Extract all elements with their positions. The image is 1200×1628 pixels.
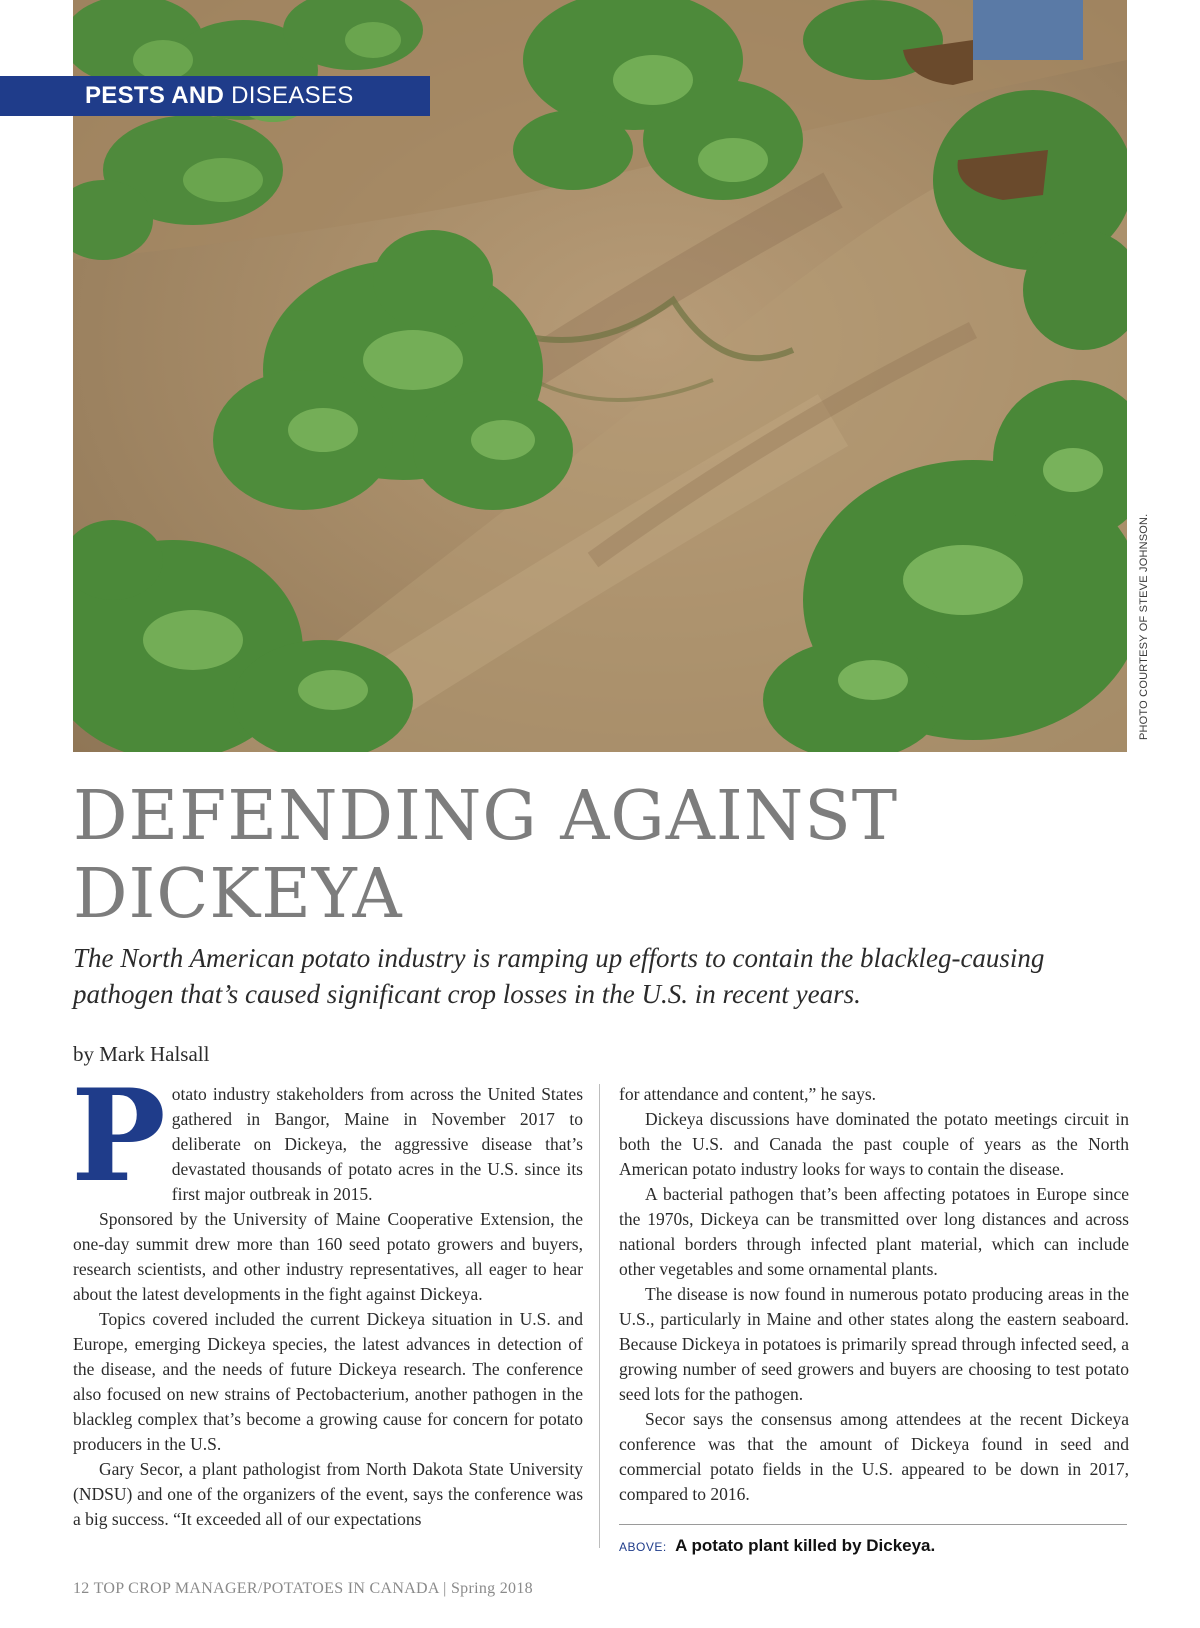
photo-credit: PHOTO COURTESY OF STEVE JOHNSON. <box>1138 513 1150 740</box>
left-column <box>71 1062 583 1532</box>
paragraph-text: otato industry stakeholders from across the United States gathered in Bangor, Maine in November 2017 to deliberate on Dickeya, the aggressive disease that’s devastated thousands of potato acres in the U.S. since its first major outbreak in 2015. <box>171 1084 583 1204</box>
paragraph: Dickeya discussions have dominated the potato meetings circuit in both the U.S. and Canada the past couple of years as the North American potato industry looks for ways to contain the disease. <box>619 1109 1129 1179</box>
paragraph: Topics covered included the current Dickeya situation in U.S. and Europe, emerging Dickeya species, the latest advances in detection of the disease, and the needs of future Dickeya research. The conference also focused on new strains of Pectobacterium, another pathogen in the blackleg complex that’s become a growing cause for concern for potato producers in the U.S. <box>73 1309 583 1454</box>
paragraph: Secor says the consensus among attendees at the recent Dickeya conference was that the amount of Dickeya found in seed and commercial potato fields in the U.S. appeared to be down in 2017, compared to 2016. <box>619 1409 1129 1504</box>
paragraph: The disease is now found in numerous potato producing areas in the U.S., particularly in Maine and other states along the eastern seaboard. Because Dickeya in potatoes is primarily spread through infected seed, a growing number of seed growers and buyers are choosing to test potato seed lots for the pathogen. <box>619 1284 1129 1404</box>
drop-cap: P <box>71 1062 166 1210</box>
caption-label: ABOVE: <box>619 1540 667 1554</box>
deck: The North American potato industry is ramping up efforts to contain the blackleg-causing pathogen that’s caused significant crop losses in the U.S. in recent years. <box>73 943 1045 1009</box>
photo-caption <box>619 1536 935 1556</box>
caption-text: A potato plant killed by Dickeya. <box>675 1536 936 1555</box>
column-divider <box>599 1084 600 1548</box>
page-folio: 12 TOP CROP MANAGER/POTATOES IN CANADA | Spring 2018 <box>73 1580 533 1597</box>
paragraph: Sponsored by the University of Maine Cooperative Extension, the one-day summit drew more than 160 seed potato growers and buyers, research scientists, and other industry representatives, all eager to hear about the latest developments in the fight against Dickeya. <box>73 1209 583 1304</box>
paragraph: A bacterial pathogen that’s been affecting potatoes in Europe since the 1970s, Dickeya can be transmitted over long distances and across national borders through infected plant material, which can include other vegetables and some ornamental plants. <box>619 1184 1129 1279</box>
headline: DEFENDING AGAINST DICKEYA <box>73 777 899 934</box>
section-tab-label <box>85 82 354 110</box>
paragraph: for attendance and content,” he says. <box>619 1084 877 1104</box>
paragraph: Gary Secor, a plant pathologist from North Dakota State University (NDSU) and one of the organizers of the event, says the conference was a big success. “It exceeded all of our expectations <box>73 1459 583 1529</box>
byline: by Mark Halsall <box>73 1042 210 1066</box>
section-tab <box>0 76 430 116</box>
paragraph <box>71 1062 583 1210</box>
section-tab-bold: PESTS AND <box>85 82 225 109</box>
section-tab-light: DISEASES <box>224 82 354 109</box>
caption-rule <box>619 1524 1127 1525</box>
right-column <box>619 1082 1129 1507</box>
